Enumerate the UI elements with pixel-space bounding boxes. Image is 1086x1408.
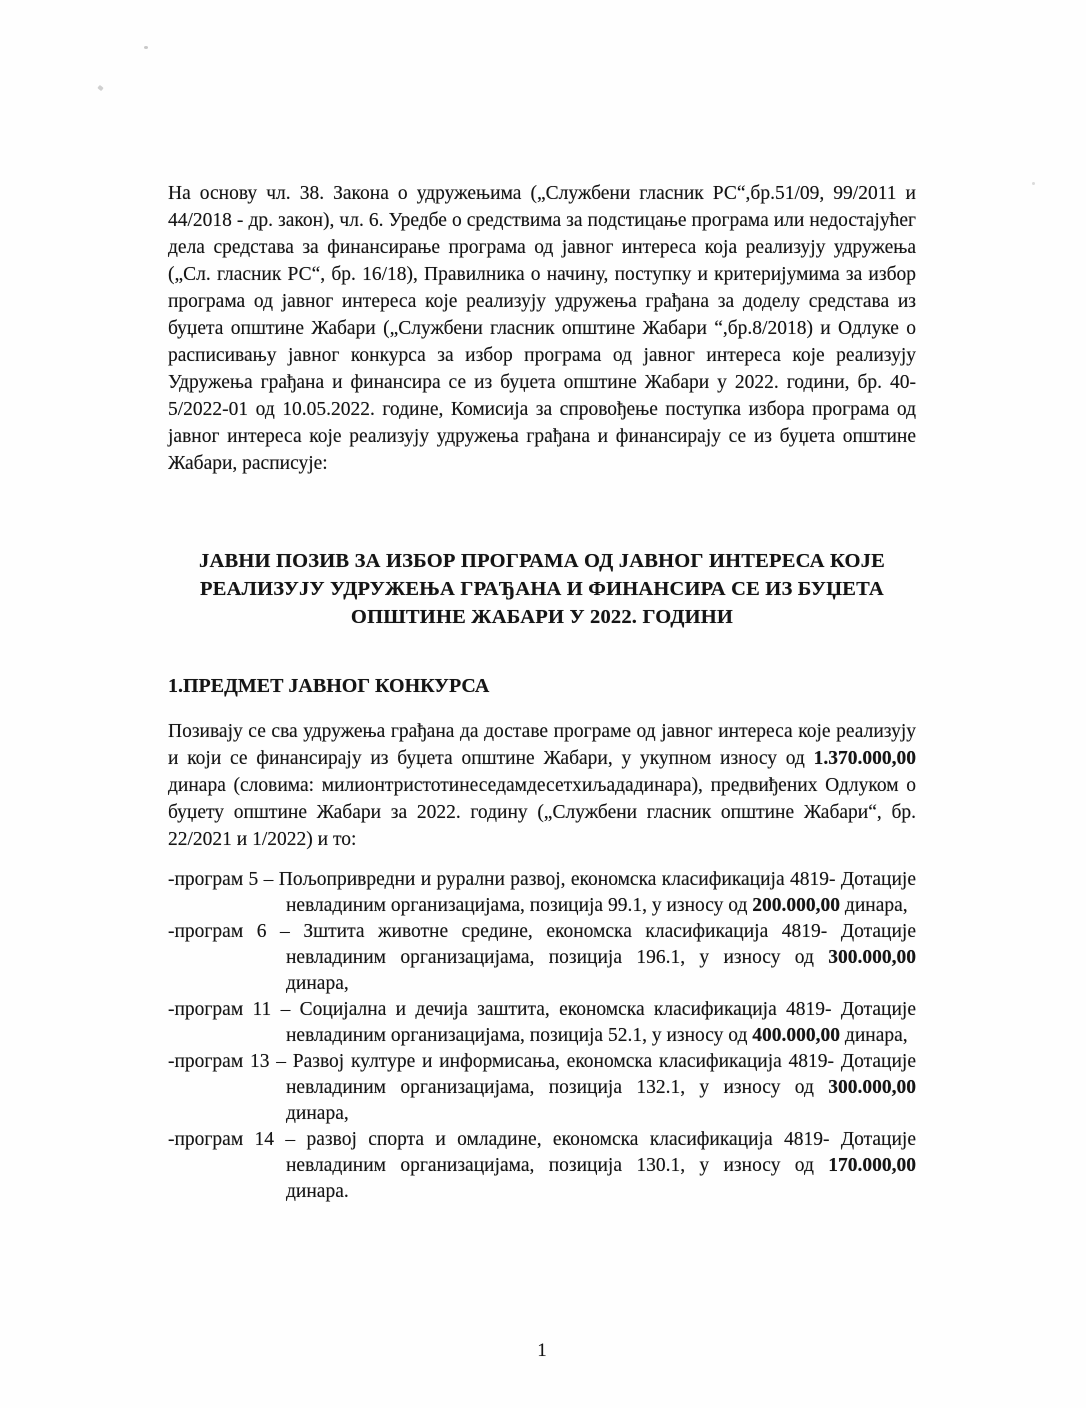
- program-suffix: динара,: [840, 895, 908, 916]
- program-description: Социјална и дечија заштита, економска класификација 4819- Дотације невладиним организацијама, позиција 52.1, у износу од: [286, 999, 917, 1046]
- program-description: Развој културе и информисања, економска класификација 4819- Дотације невладиним организацијама, позиција 132.1, у износу од: [285, 1051, 916, 1098]
- scan-artifact: [97, 85, 103, 91]
- page-number: 1: [537, 1340, 547, 1361]
- document-content: [168, 180, 916, 1205]
- document-title: ЈАВНИ ПОЗИВ ЗА ИЗБОР ПРОГРАМА ОД ЈАВНОГ ИНТЕРЕСА КОЈЕ РЕАЛИЗУЈУ УДРУЖЕЊА ГРАЂАНА И ФИНАНСИРА СЕ ИЗ БУЏЕТА ОПШТИНЕ ЖАБАРИ У 2022. ГОДИНИ: [199, 550, 885, 628]
- program-amount: 300.000,00: [828, 1077, 916, 1098]
- program-item-13: [168, 1049, 916, 1127]
- program-item-11: [168, 997, 916, 1049]
- program-suffix: динара,: [286, 1103, 349, 1124]
- program-description: Пољопривредни и рурални развој, економска класификација 4819- Дотације невладиним организацијама, позиција 99.1, у износу од: [273, 869, 916, 916]
- program-suffix: динара.: [286, 1181, 349, 1202]
- scan-artifact: [1032, 182, 1035, 185]
- program-amount: 200.000,00: [752, 895, 841, 916]
- program-description: Зштита животне средине, економска класификација 4819- Дотације невладиним организацијама, позиција 196.1, у износу од: [286, 921, 916, 968]
- program-item-14: [168, 1127, 916, 1205]
- program-label: -програм 11 –: [168, 999, 291, 1020]
- section-1-paragraph: [168, 718, 916, 853]
- program-label: -програм 14 –: [168, 1129, 296, 1150]
- program-amount: 400.000,00: [752, 1025, 841, 1046]
- program-amount: 300.000,00: [828, 947, 916, 968]
- scan-artifact: [144, 46, 148, 49]
- program-item-5: [168, 867, 916, 919]
- program-description: развој спорта и омладине, економска класификација 4819- Дотације невладиним организацијама, позиција 130.1, у износу од: [286, 1129, 916, 1176]
- section-1-paragraph-text-after: динара (словима: милионтристотинеседамдесетхиљададинара), предвиђених Одлуком о буџету општине Жабари за 2022. годину („Службени гласник општине Жабари“, бр. 22/2021 и 1/2022) и то:: [168, 775, 916, 850]
- program-label: -програм 6 –: [168, 921, 290, 942]
- section-1-paragraph-text: Позивају се сва удружења грађана да доставе програме од јавног интереса које реализују и који се финансирају из буџета општине Жабари, у укупном износу од: [168, 721, 916, 769]
- program-suffix: динара,: [286, 973, 349, 994]
- program-item-6: [168, 919, 916, 997]
- section-1-heading: 1.ПРЕДМЕТ ЈАВНОГ КОНКУРСА: [168, 675, 490, 697]
- program-list: [168, 867, 916, 1205]
- total-amount: 1.370.000,00: [813, 748, 916, 769]
- program-label: -програм 13 –: [168, 1051, 286, 1072]
- program-amount: 170.000,00: [828, 1155, 916, 1176]
- program-suffix: динара,: [840, 1025, 908, 1046]
- legal-preamble-paragraph: На основу чл. 38. Закона о удружењима („Службени гласник РС“,бр.51/09, 99/2011 и 44/2018 - др. закон), чл. 6. Уредбе о средствима за подстицање програма или недостајућег дела средстава за финансирање програма од јавног интереса која реализују удружења („Сл. гласник РС“, бр. 16/18), Правилника о начину, поступку и критеријумима за избор програма од јавног интереса које реализују удружења грађана за доделу средстава из буџета општине Жабари („Службени гласник општине Жабари “,бр.8/2018) и Одлуке о расписивању јавног конкурса за избор програма од јавног интереса које реализују Удружења грађана и финансира се из буџета општине Жабари у 2022. години, бр. 40-5/2022-01 од 10.05.2022. године, Комисија за спровођење поступка избора програма од јавног интереса које реализују удружења грађана и финансирају се из буџета општине Жабари, расписује:: [168, 183, 916, 474]
- program-label: -програм 5 –: [168, 869, 274, 890]
